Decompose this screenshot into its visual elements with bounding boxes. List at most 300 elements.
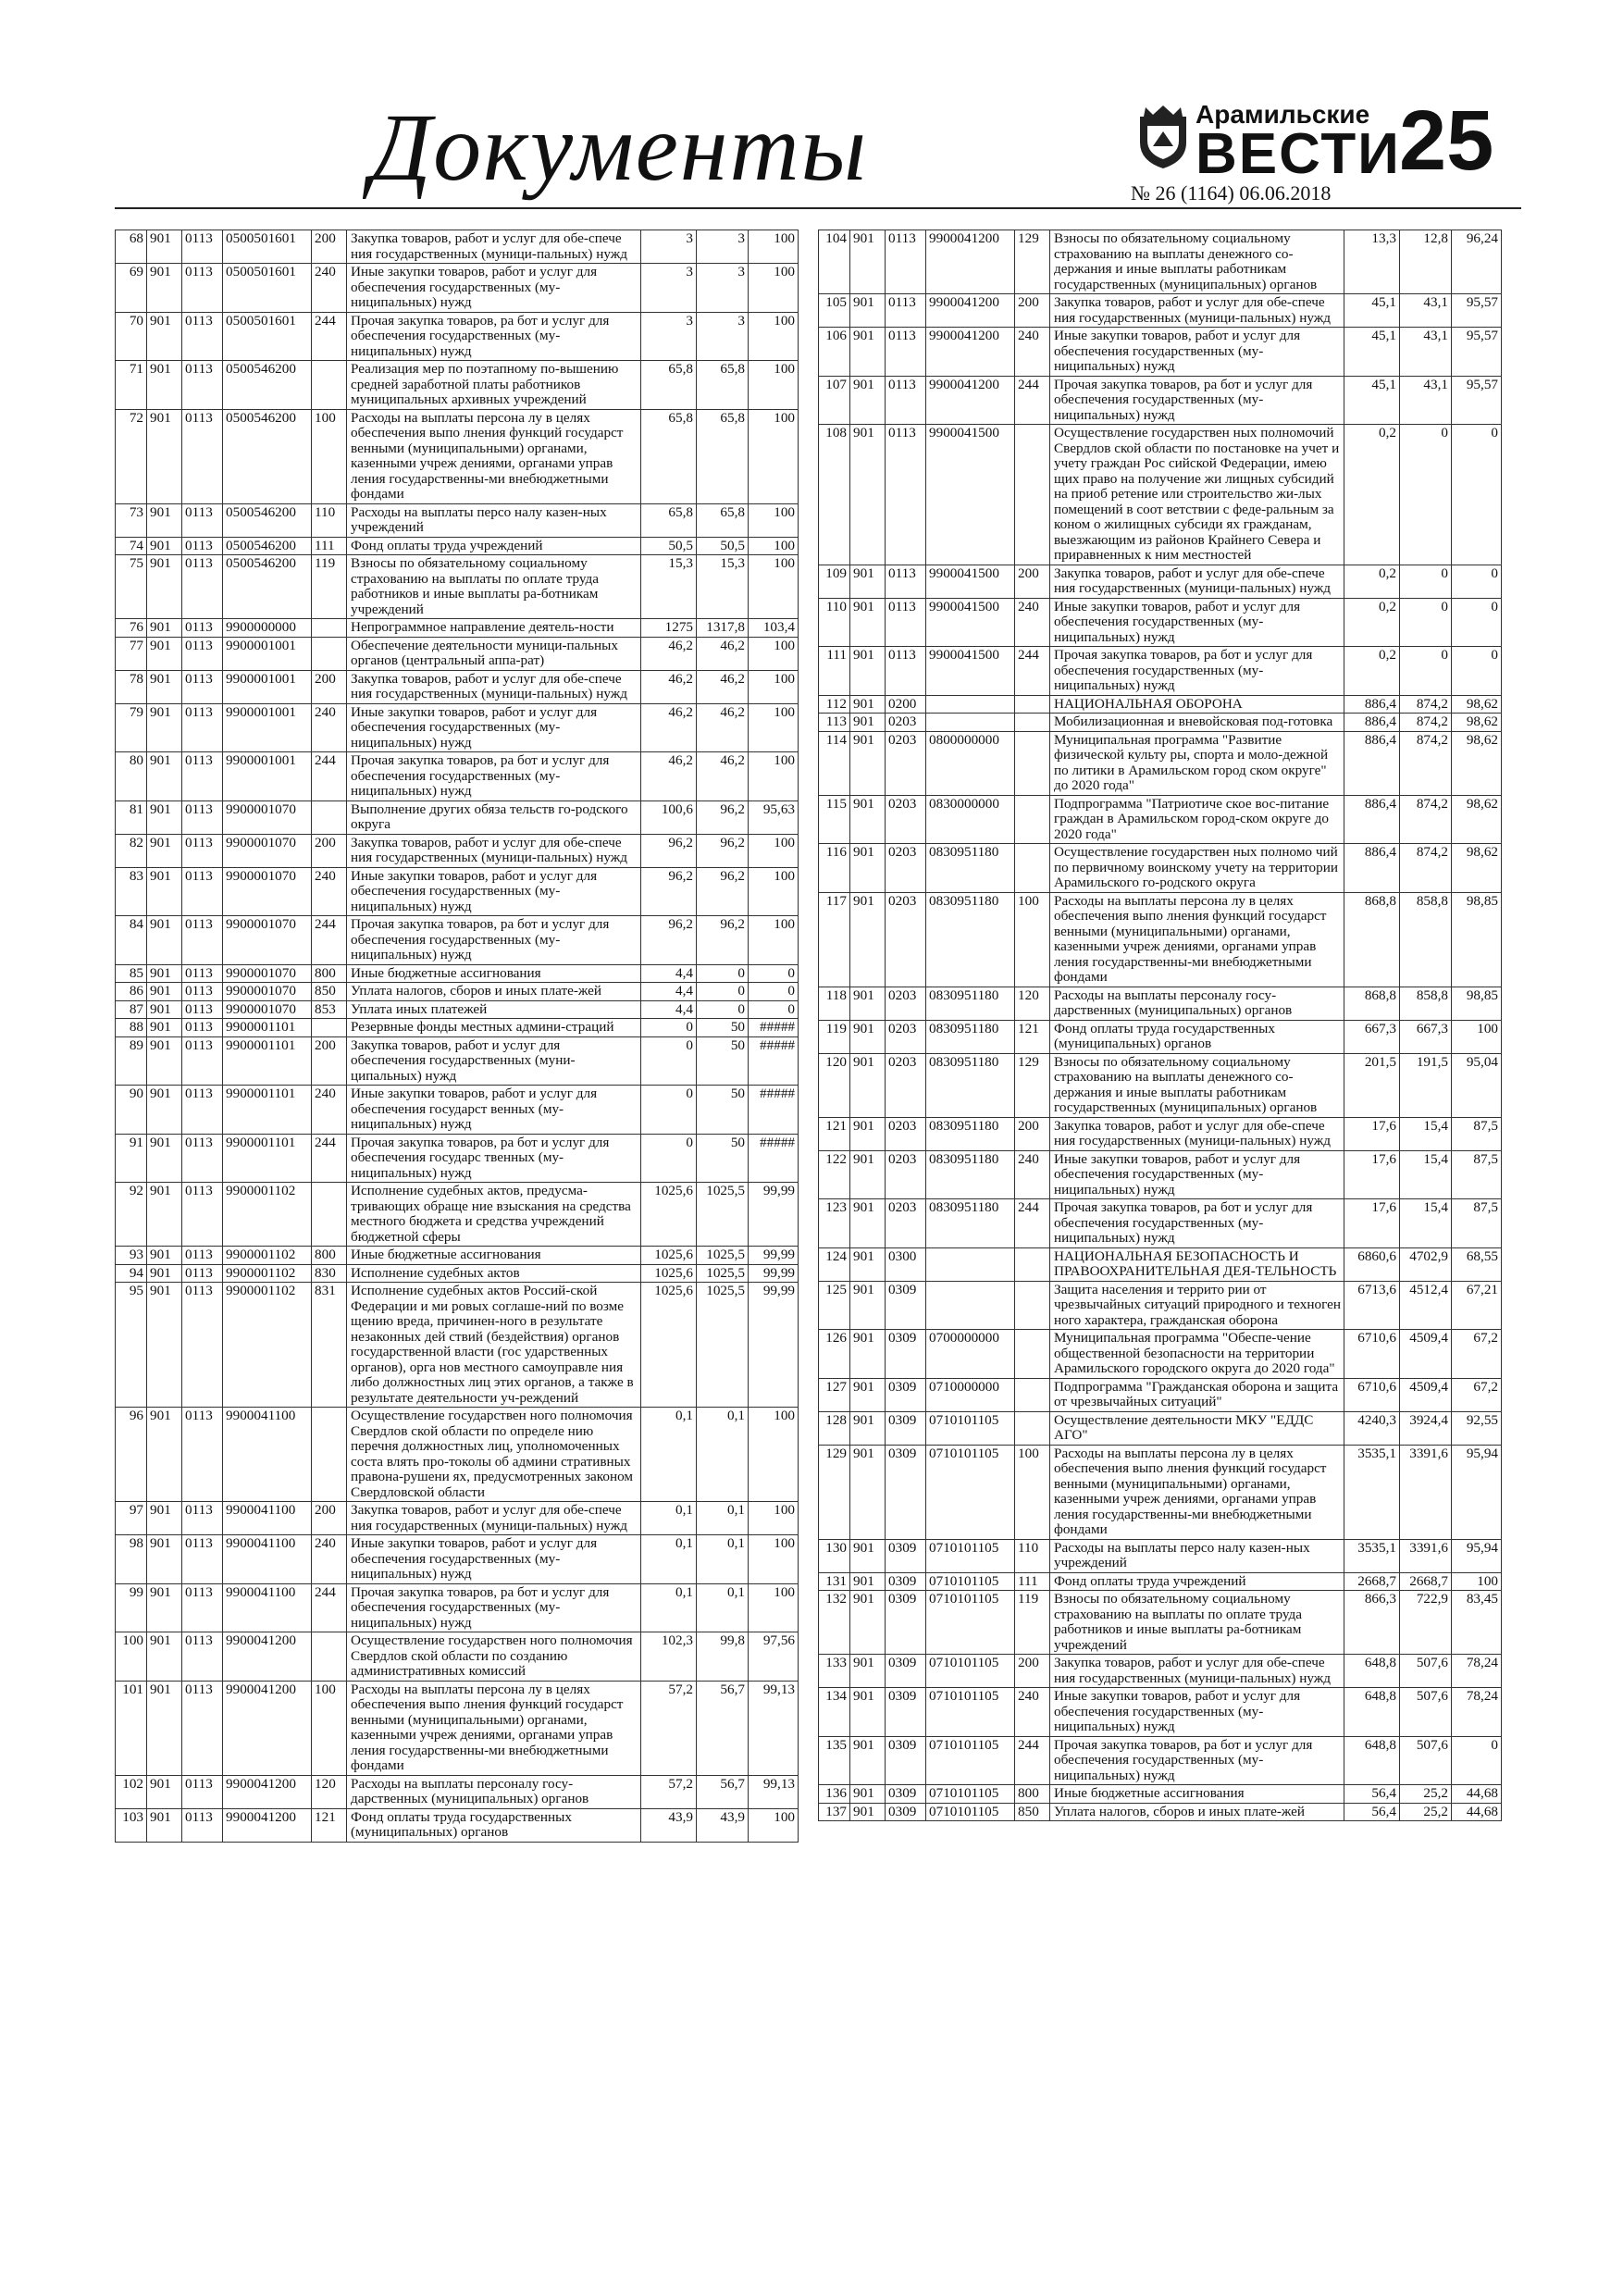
row-number: 135 [819,1736,850,1785]
section-code: 0113 [182,1535,223,1584]
executed-amount: 43,1 [1400,376,1452,425]
execution-percent: 100 [749,264,799,313]
expense-type: 240 [312,703,347,752]
planned-amount: 0,2 [1344,647,1400,696]
execution-percent: 100 [749,637,799,670]
item-description: Фонд оплаты труда государственных (муниципальных) органов [1050,1020,1344,1053]
section-code: 0113 [182,670,223,703]
item-description: Расходы на выплаты персона лу в целях обеспечения выпо лнения функций государст венными (муниципальными) органами, казенными учреж дениями, органами управ ления государственны-ми внебюджетными фондами [1050,1445,1344,1539]
department-code: 901 [147,555,182,619]
expense-type [1015,731,1050,795]
row-number: 81 [116,800,147,834]
right-column [818,230,1501,1821]
execution-percent: 100 [749,555,799,619]
table-row [116,537,799,555]
table-row [116,1247,799,1265]
target-article: 9900001001 [223,637,312,670]
item-description: Муниципальная программа "Обеспе-чение общественной безопасности на территории Арамильского городского округа до 2020 года" [1050,1330,1344,1379]
department-code: 901 [850,1445,886,1539]
row-number: 78 [116,670,147,703]
row-number: 92 [116,1183,147,1247]
table-row [819,1247,1502,1281]
executed-amount: 1025,5 [697,1247,749,1265]
execution-percent: 99,99 [749,1283,799,1408]
row-number: 116 [819,844,850,893]
item-description: Фонд оплаты труда государственных (муниципальных) органов [347,1808,641,1842]
row-number: 123 [819,1199,850,1248]
executed-amount: 0 [1400,647,1452,696]
section-code: 0113 [182,1775,223,1808]
executed-amount: 0 [1400,598,1452,647]
expense-type: 200 [312,230,347,264]
execution-percent: 0 [1452,425,1502,565]
section-code: 0203 [886,844,926,893]
execution-percent: 100 [749,1535,799,1584]
item-description: Уплата иных платежей [347,1000,641,1019]
executed-amount: 46,2 [697,703,749,752]
section-code: 0113 [182,503,223,537]
expense-type [312,1632,347,1682]
department-code: 901 [147,867,182,916]
section-code: 0113 [886,376,926,425]
section-code: 0203 [886,1199,926,1248]
target-article: 0710101105 [926,1655,1015,1688]
planned-amount: 17,6 [1344,1150,1400,1199]
expense-type: 200 [312,1036,347,1086]
planned-amount: 886,4 [1344,844,1400,893]
target-article: 0830951180 [926,844,1015,893]
department-code: 901 [850,1411,886,1445]
row-number: 91 [116,1134,147,1183]
department-code: 901 [850,1688,886,1737]
planned-amount: 3 [641,230,697,264]
expense-type: 240 [1015,1688,1050,1737]
target-article: 9900001102 [223,1247,312,1265]
expense-type [312,1019,347,1037]
row-number: 97 [116,1502,147,1535]
row-number: 89 [116,1036,147,1086]
item-description: Иные закупки товаров, работ и услуг для обеспечения государст венных (му-ниципальных) нужд [347,1086,641,1135]
expense-type: 800 [1015,1785,1050,1804]
item-description: Взносы по обязательному социальному страхованию на выплаты по оплате труда работников и иные выплаты ра-ботникам учреждений [1050,1591,1344,1655]
expense-type: 831 [312,1283,347,1408]
table-row [116,867,799,916]
execution-percent: 100 [749,409,799,503]
execution-percent: 0 [749,1000,799,1019]
executed-amount: 46,2 [697,670,749,703]
executed-amount: 3391,6 [1400,1539,1452,1572]
section-code: 0203 [886,1117,926,1150]
section-code: 0309 [886,1591,926,1655]
expense-type: 240 [312,1086,347,1135]
expense-type: 200 [1015,565,1050,598]
target-article: 0710101105 [926,1803,1015,1821]
department-code: 901 [850,844,886,893]
department-code: 901 [850,1150,886,1199]
expense-type: 200 [1015,1117,1050,1150]
execution-percent: 99,13 [749,1775,799,1808]
item-description: Фонд оплаты труда учреждений [347,537,641,555]
target-article: 9900041500 [926,425,1015,565]
target-article: 9900041200 [926,376,1015,425]
table-row [116,1502,799,1535]
section-code: 0113 [182,1086,223,1135]
target-article: 0710101105 [926,1688,1015,1737]
executed-amount: 4509,4 [1400,1378,1452,1411]
table-row [116,1183,799,1247]
row-number: 124 [819,1247,850,1281]
execution-percent: 98,62 [1452,731,1502,795]
department-code: 901 [147,503,182,537]
executed-amount: 3 [697,230,749,264]
executed-amount: 65,8 [697,503,749,537]
department-code: 901 [850,1655,886,1688]
department-code: 901 [147,1036,182,1086]
item-description: Иные бюджетные ассигнования [1050,1785,1344,1804]
department-code: 901 [850,892,886,987]
planned-amount: 45,1 [1344,294,1400,328]
executed-amount: 15,3 [697,555,749,619]
issue-number: № 26 (1164) 06.06.2018 [1131,181,1332,205]
section-code: 0113 [182,834,223,867]
section-code: 0309 [886,1655,926,1688]
executed-amount: 3 [697,312,749,361]
execution-percent: 98,62 [1452,844,1502,893]
expense-type: 119 [1015,1591,1050,1655]
section-code: 0203 [886,987,926,1020]
item-description: Прочая закупка товаров, ра бот и услуг для обеспечения государственных (му-ниципальных) нужд [1050,1736,1344,1785]
section-code: 0113 [182,867,223,916]
target-article: 9900001070 [223,964,312,983]
executed-amount: 43,1 [1400,294,1452,328]
executed-amount: 65,8 [697,361,749,410]
row-number: 71 [116,361,147,410]
table-row [116,1632,799,1682]
target-article: 0830951180 [926,1020,1015,1053]
right-table-body [819,230,1502,1821]
expense-type [1015,425,1050,565]
execution-percent: 44,68 [1452,1803,1502,1821]
section-code: 0309 [886,1330,926,1379]
section-code: 0113 [182,1000,223,1019]
executed-amount: 0 [697,983,749,1001]
execution-percent: 0 [1452,1736,1502,1785]
department-code: 901 [147,312,182,361]
planned-amount: 3 [641,264,697,313]
executed-amount: 96,2 [697,800,749,834]
row-number: 96 [116,1408,147,1502]
target-article: 9900041500 [926,598,1015,647]
row-number: 74 [116,537,147,555]
department-code: 901 [850,1199,886,1248]
executed-amount: 874,2 [1400,731,1452,795]
section-code: 0113 [182,1502,223,1535]
execution-percent: 100 [749,312,799,361]
table-row [819,695,1502,714]
row-number: 105 [819,294,850,328]
target-article: 0710101105 [926,1539,1015,1572]
section-code: 0309 [886,1281,926,1330]
target-article: 9900041200 [223,1808,312,1842]
executed-amount: 722,9 [1400,1591,1452,1655]
table-row [819,1445,1502,1539]
department-code: 901 [147,1408,182,1502]
item-description: Иные закупки товаров, работ и услуг для обеспечения государственных (му-ниципальных) нужд [347,703,641,752]
row-number: 75 [116,555,147,619]
department-code: 901 [147,752,182,801]
department-code: 901 [850,1572,886,1591]
row-number: 120 [819,1053,850,1117]
table-row [116,503,799,537]
expense-type: 200 [1015,294,1050,328]
execution-percent: 100 [749,867,799,916]
department-code: 901 [850,1785,886,1804]
executed-amount: 15,4 [1400,1150,1452,1199]
target-article: 9900001101 [223,1036,312,1086]
item-description: Иные бюджетные ассигнования [347,1247,641,1265]
department-code: 901 [850,695,886,714]
expense-type: 800 [312,964,347,983]
target-article: 0500501601 [223,312,312,361]
section-code: 0113 [182,800,223,834]
section-code: 0113 [886,328,926,377]
department-code: 901 [147,1247,182,1265]
section-code: 0113 [886,294,926,328]
expense-type [1015,695,1050,714]
section-code: 0309 [886,1539,926,1572]
target-article: 0700000000 [926,1330,1015,1379]
table-row [116,1283,799,1408]
expense-type: 100 [312,409,347,503]
row-number: 69 [116,264,147,313]
expense-type [1015,1247,1050,1281]
row-number: 125 [819,1281,850,1330]
section-code: 0113 [886,647,926,696]
table-row [819,598,1502,647]
section-code: 0113 [182,1583,223,1632]
item-description: Закупка товаров, работ и услуг для обе-спече ния государственных (муници-пальных) нужд [1050,565,1344,598]
execution-percent: 98,85 [1452,892,1502,987]
department-code: 901 [147,800,182,834]
department-code: 901 [147,670,182,703]
item-description: Закупка товаров, работ и услуг для обе-спече ния государственных (муници-пальных) нужд [1050,1655,1344,1688]
execution-percent: 100 [1452,1020,1502,1053]
row-number: 82 [116,834,147,867]
planned-amount: 43,9 [641,1808,697,1842]
executed-amount: 50,5 [697,537,749,555]
department-code: 901 [850,1330,886,1379]
executed-amount: 0 [697,964,749,983]
planned-amount: 15,3 [641,555,697,619]
table-row [819,1199,1502,1248]
row-number: 95 [116,1283,147,1408]
target-article: 9900041500 [926,565,1015,598]
execution-percent: 100 [749,361,799,410]
expense-type [312,1183,347,1247]
target-article: 0710000000 [926,1378,1015,1411]
target-article: 0710101105 [926,1736,1015,1785]
table-row [116,1000,799,1019]
expense-type [1015,714,1050,732]
department-code: 901 [147,983,182,1001]
department-code: 901 [850,647,886,696]
item-description: Закупка товаров, работ и услуг для обе-спече ния государственных (муници-пальных) нужд [1050,294,1344,328]
planned-amount: 0 [641,1019,697,1037]
department-code: 901 [850,1281,886,1330]
target-article: 9900001101 [223,1086,312,1135]
expense-type: 850 [1015,1803,1050,1821]
item-description: Осуществление государствен ного полномочия Свердлов ской области по созданию административных комиссий [347,1632,641,1682]
planned-amount: 56,4 [1344,1785,1400,1804]
executed-amount: 99,8 [697,1632,749,1682]
planned-amount: 56,4 [1344,1803,1400,1821]
execution-percent: 100 [749,230,799,264]
execution-percent: 100 [749,670,799,703]
row-number: 106 [819,328,850,377]
execution-percent: 0 [1452,647,1502,696]
execution-percent: 0 [749,964,799,983]
table-row [116,1134,799,1183]
department-code: 901 [147,619,182,638]
expense-type: 244 [1015,376,1050,425]
execution-percent: 98,62 [1452,714,1502,732]
row-number: 93 [116,1247,147,1265]
target-article: 9900041200 [926,328,1015,377]
section-code: 0113 [182,361,223,410]
row-number: 76 [116,619,147,638]
section-code: 0113 [182,264,223,313]
department-code: 901 [850,1020,886,1053]
section-code: 0309 [886,1785,926,1804]
planned-amount: 17,6 [1344,1199,1400,1248]
target-article: 9900001070 [223,800,312,834]
department-code: 901 [850,795,886,844]
table-row [116,312,799,361]
target-article: 0800000000 [926,731,1015,795]
section-code: 0200 [886,695,926,714]
page-number: 25 [1399,93,1494,188]
row-number: 99 [116,1583,147,1632]
target-article: 0500546200 [223,361,312,410]
item-description: Иные закупки товаров, работ и услуг для обеспечения государственных (му-ниципальных) нужд [347,867,641,916]
target-article: 0830951180 [926,1053,1015,1117]
execution-percent: 98,62 [1452,795,1502,844]
executed-amount: 507,6 [1400,1655,1452,1688]
section-code: 0113 [182,752,223,801]
planned-amount: 2668,7 [1344,1572,1400,1591]
department-code: 901 [147,1183,182,1247]
item-description: Прочая закупка товаров, ра бот и услуг для обеспечения государс твенных (му-ниципальных) нужд [347,1134,641,1183]
section-code: 0203 [886,795,926,844]
item-description: Расходы на выплаты персона лу в целях обеспечения выпо лнения функций государст венными (муниципальными) органами, казенными учреж дениями, органами управ ления государственны-ми внебюджетными фондами [1050,892,1344,987]
item-description: Прочая закупка товаров, ра бот и услуг для обеспечения государственных (му-ниципальных) нужд [1050,647,1344,696]
item-description: Взносы по обязательному социальному страхованию на выплаты по оплате труда работников и иные выплаты ра-ботникам учреждений [347,555,641,619]
row-number: 131 [819,1572,850,1591]
target-article: 0830951180 [926,987,1015,1020]
expense-type: 830 [312,1264,347,1283]
expense-type: 100 [312,1681,347,1775]
target-article: 9900001101 [223,1134,312,1183]
table-row [819,1572,1502,1591]
target-article: 0830951180 [926,1199,1015,1248]
table-row [819,844,1502,893]
row-number: 133 [819,1655,850,1688]
department-code: 901 [147,1502,182,1535]
target-article: 0500546200 [223,537,312,555]
expense-type: 244 [312,752,347,801]
target-article: 0710101105 [926,1445,1015,1539]
row-number: 85 [116,964,147,983]
expense-type: 200 [1015,1655,1050,1688]
expense-type: 110 [312,503,347,537]
section-code: 0113 [886,230,926,294]
planned-amount: 17,6 [1344,1117,1400,1150]
item-description: Расходы на выплаты персоналу госу-дарственных (муниципальных) органов [347,1775,641,1808]
planned-amount: 4240,3 [1344,1411,1400,1445]
expense-type: 244 [312,916,347,965]
executed-amount: 3924,4 [1400,1411,1452,1445]
execution-percent: 98,85 [1452,987,1502,1020]
table-row [116,703,799,752]
row-number: 128 [819,1411,850,1445]
row-number: 132 [819,1591,850,1655]
planned-amount: 0,1 [641,1502,697,1535]
executed-amount: 25,2 [1400,1803,1452,1821]
row-number: 87 [116,1000,147,1019]
planned-amount: 0 [641,1134,697,1183]
expense-type: 240 [312,1535,347,1584]
execution-percent: 67,2 [1452,1378,1502,1411]
department-code: 901 [850,1117,886,1150]
section-code: 0113 [182,1632,223,1682]
executed-amount: 4512,4 [1400,1281,1452,1330]
department-code: 901 [147,964,182,983]
planned-amount: 4,4 [641,983,697,1001]
department-code: 901 [850,376,886,425]
department-code: 901 [850,1591,886,1655]
planned-amount: 1275 [641,619,697,638]
department-code: 901 [147,1535,182,1584]
section-code: 0113 [886,598,926,647]
department-code: 901 [147,834,182,867]
expense-type: 240 [1015,598,1050,647]
section-code: 0113 [182,619,223,638]
planned-amount: 57,2 [641,1681,697,1775]
execution-percent: 97,56 [749,1632,799,1682]
planned-amount: 4,4 [641,964,697,983]
planned-amount: 3 [641,312,697,361]
execution-percent: 0 [749,983,799,1001]
department-code: 901 [850,1247,886,1281]
expense-type: 110 [1015,1539,1050,1572]
expense-type: 244 [1015,1199,1050,1248]
execution-percent: 87,5 [1452,1150,1502,1199]
table-row [819,1591,1502,1655]
row-number: 77 [116,637,147,670]
section-code: 0300 [886,1247,926,1281]
planned-amount: 45,1 [1344,328,1400,377]
planned-amount: 868,8 [1344,987,1400,1020]
planned-amount: 0,2 [1344,598,1400,647]
planned-amount: 100,6 [641,800,697,834]
item-description: Муниципальная программа "Развитие физической культу ры, спорта и моло-дежной по литики в Арамильском город ском округе" до 2020 года" [1050,731,1344,795]
row-number: 137 [819,1803,850,1821]
item-description: Прочая закупка товаров, ра бот и услуг для обеспечения государственных (му-ниципальных) нужд [1050,1199,1344,1248]
planned-amount: 0,2 [1344,565,1400,598]
department-code: 901 [850,1539,886,1572]
department-code: 901 [147,1632,182,1682]
execution-percent: 95,94 [1452,1539,1502,1572]
